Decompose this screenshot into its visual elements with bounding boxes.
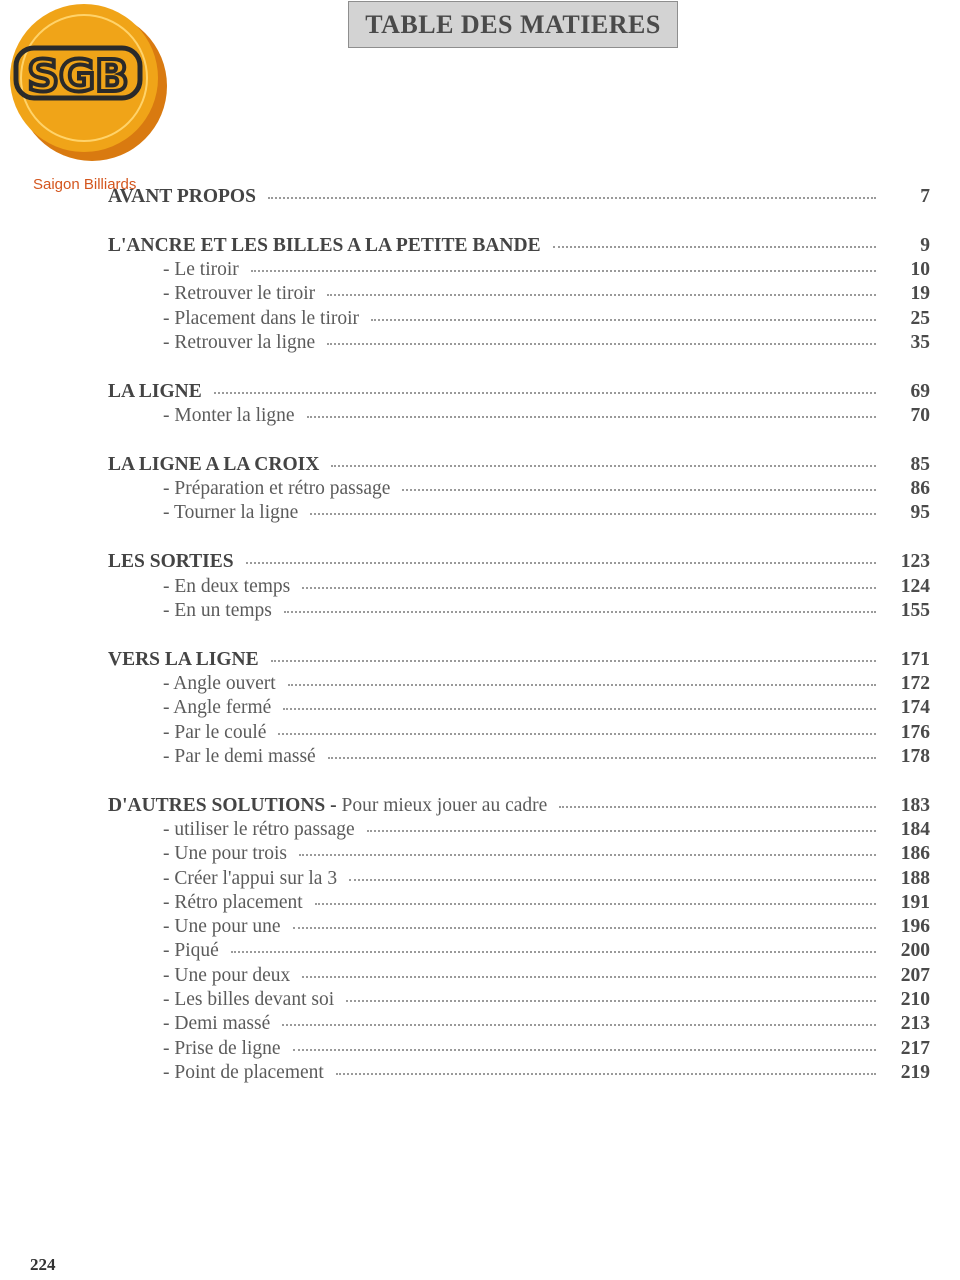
toc-subsection-label: - En deux temps [163, 575, 291, 597]
toc-page-number: 70 [910, 405, 930, 427]
toc-page-number: 35 [910, 331, 930, 353]
toc-section [108, 649, 930, 770]
toc-subsection-label: - Le tiroir [163, 259, 239, 281]
dot-leader [331, 465, 876, 467]
toc-page-number: 200 [900, 940, 930, 962]
toc-subsection-label: - Par le demi massé [163, 745, 316, 767]
page-number: 224 [30, 1255, 56, 1274]
toc-subsection-row [108, 332, 930, 356]
toc-subsection-label: - Angle fermé [163, 697, 272, 719]
toc-section [108, 454, 930, 527]
dot-leader [283, 708, 876, 710]
dot-leader [214, 392, 876, 394]
toc-subsection-row [108, 576, 930, 600]
toc-chapter-row [108, 235, 930, 259]
toc-subsection-label: - Par le coulé [163, 721, 267, 743]
dot-leader [328, 757, 876, 759]
toc-subsection-row [108, 308, 930, 332]
table-of-contents [108, 186, 930, 1111]
toc-subsection-row [108, 868, 930, 892]
toc-chapter-row [108, 551, 930, 575]
toc-subsection-label: - Une pour une [163, 916, 281, 938]
toc-subsection-row [108, 1013, 930, 1037]
toc-subsection-row [108, 819, 930, 843]
toc-subsection-label: - Créer l'appui sur la 3 [163, 867, 338, 889]
dot-leader [315, 903, 876, 905]
toc-subsection-row [108, 283, 930, 307]
toc-chapter-row [108, 381, 930, 405]
dot-leader [307, 416, 876, 418]
toc-subsection-label: - Retrouver le tiroir [163, 283, 316, 305]
toc-section [108, 235, 930, 356]
toc-chapter-title: L'ANCRE ET LES BILLES A LA PETITE BANDE [108, 234, 541, 256]
toc-subsection-label: - Retrouver la ligne [163, 331, 316, 353]
toc-subsection-label: - Rétro placement [163, 891, 303, 913]
dot-leader [284, 611, 876, 613]
toc-page-number: 219 [900, 1061, 930, 1083]
toc-chapter-row [108, 454, 930, 478]
toc-subsection-row [108, 843, 930, 867]
dot-leader [271, 660, 876, 662]
toc-subsection-label: - Demi massé [163, 1013, 271, 1035]
toc-page-number: 213 [900, 1013, 930, 1035]
toc-page-number: 172 [900, 672, 930, 694]
toc-chapter-title: D'AUTRES SOLUTIONS - Pour mieux jouer au cadre [108, 794, 548, 816]
toc-page-number: 85 [910, 453, 930, 475]
toc-subsection-row [108, 746, 930, 770]
toc-page-number: 184 [900, 818, 930, 840]
toc-page-number: 196 [900, 916, 930, 938]
dot-leader [268, 197, 876, 199]
toc-subsection-label: - utiliser le rétro passage [163, 818, 355, 840]
dot-leader [302, 587, 876, 589]
dot-leader [402, 489, 876, 491]
toc-subsection-row [108, 673, 930, 697]
dot-leader [553, 246, 876, 248]
toc-page-number: 95 [910, 502, 930, 524]
toc-page-number: 124 [900, 575, 930, 597]
toc-subsection-row [108, 722, 930, 746]
toc-page-number: 171 [900, 648, 930, 670]
toc-subsection-row [108, 600, 930, 624]
toc-page-number: 217 [900, 1037, 930, 1059]
dot-leader [346, 1000, 876, 1002]
toc-page-number: 86 [910, 478, 930, 500]
toc-page-number: 191 [900, 891, 930, 913]
toc-subsection-row [108, 478, 930, 502]
dot-leader [288, 684, 876, 686]
toc-subsection-label: - Point de placement [163, 1061, 324, 1083]
toc-chapter-title: VERS LA LIGNE [108, 648, 259, 670]
toc-chapter-row [108, 795, 930, 819]
dot-leader [349, 879, 876, 881]
toc-subsection-label: - Tourner la ligne [163, 502, 299, 524]
toc-subsection-label: - Une pour trois [163, 843, 288, 865]
toc-subsection-label: - Monter la ligne [163, 405, 295, 427]
toc-subsection-row [108, 916, 930, 940]
toc-subsection-label: - En un temps [163, 599, 272, 621]
dot-leader [367, 830, 876, 832]
toc-subsection-label: - Une pour deux [163, 964, 291, 986]
toc-page-number: 186 [900, 843, 930, 865]
toc-page-number: 25 [910, 307, 930, 329]
toc-subsection-label: - Prise de ligne [163, 1037, 281, 1059]
toc-subsection-row [108, 502, 930, 526]
toc-subsection-row [108, 965, 930, 989]
toc-page-number: 123 [900, 551, 930, 573]
saigon-billiards-logo [0, 0, 175, 200]
dot-leader [251, 270, 876, 272]
dot-leader [246, 562, 876, 564]
toc-subsection-row [108, 1038, 930, 1062]
toc-page-number: 7 [920, 186, 930, 207]
toc-page-number: 210 [900, 989, 930, 1011]
logo-emblem [0, 0, 175, 200]
toc-chapter-title: AVANT PROPOS [108, 186, 256, 207]
toc-subsection-row [108, 1062, 930, 1086]
toc-section [108, 381, 930, 430]
toc-chapter-row [108, 649, 930, 673]
toc-subsection-row [108, 405, 930, 429]
toc-section [108, 551, 930, 624]
toc-page-number: 9 [920, 234, 930, 256]
dot-leader [327, 343, 876, 345]
page-title: TABLE DES MATIERES [348, 1, 678, 48]
toc-subsection-row [108, 697, 930, 721]
dot-leader [336, 1073, 876, 1075]
toc-page-number: 183 [900, 794, 930, 816]
dot-leader [310, 513, 876, 515]
toc-subsection-label: - Placement dans le tiroir [163, 307, 360, 329]
toc-chapter-title: LA LIGNE A LA CROIX [108, 453, 320, 475]
toc-page-number: 69 [910, 380, 930, 402]
toc-section [108, 186, 930, 210]
toc-page-number: 155 [900, 599, 930, 621]
toc-subsection-label: - Angle ouvert [163, 672, 276, 694]
dot-leader [293, 1049, 876, 1051]
dot-leader [302, 976, 876, 978]
dot-leader [299, 854, 876, 856]
toc-section [108, 795, 930, 1087]
dot-leader [371, 319, 876, 321]
toc-subsection-row [108, 989, 930, 1013]
toc-page-number: 10 [910, 259, 930, 281]
toc-chapter-row [108, 186, 930, 210]
toc-page-number: 176 [900, 721, 930, 743]
dot-leader [282, 1024, 876, 1026]
dot-leader [278, 733, 876, 735]
toc-subsection-row [108, 259, 930, 283]
dot-leader [231, 951, 876, 953]
dot-leader [559, 806, 876, 808]
logo-mark-text: SGB [27, 51, 129, 102]
toc-page-number: 174 [900, 697, 930, 719]
toc-page-number: 178 [900, 745, 930, 767]
logo-caption: Saigon Billiards [33, 176, 137, 193]
toc-subsection-label: - Les billes devant soi [163, 989, 335, 1011]
toc-subsection-row [108, 940, 930, 964]
dot-leader [327, 294, 876, 296]
toc-chapter-subtitle: Pour mieux jouer au cadre [336, 794, 548, 816]
toc-subsection-row [108, 892, 930, 916]
toc-subsection-label: - Préparation et rétro passage [163, 478, 391, 500]
dot-leader [293, 927, 876, 929]
toc-page-number: 19 [910, 283, 930, 305]
toc-page-number: 188 [900, 867, 930, 889]
toc-chapter-title: LES SORTIES [108, 551, 234, 573]
toc-page-number: 207 [900, 964, 930, 986]
toc-subsection-label: - Piqué [163, 940, 219, 962]
toc-chapter-title: LA LIGNE [108, 380, 202, 402]
